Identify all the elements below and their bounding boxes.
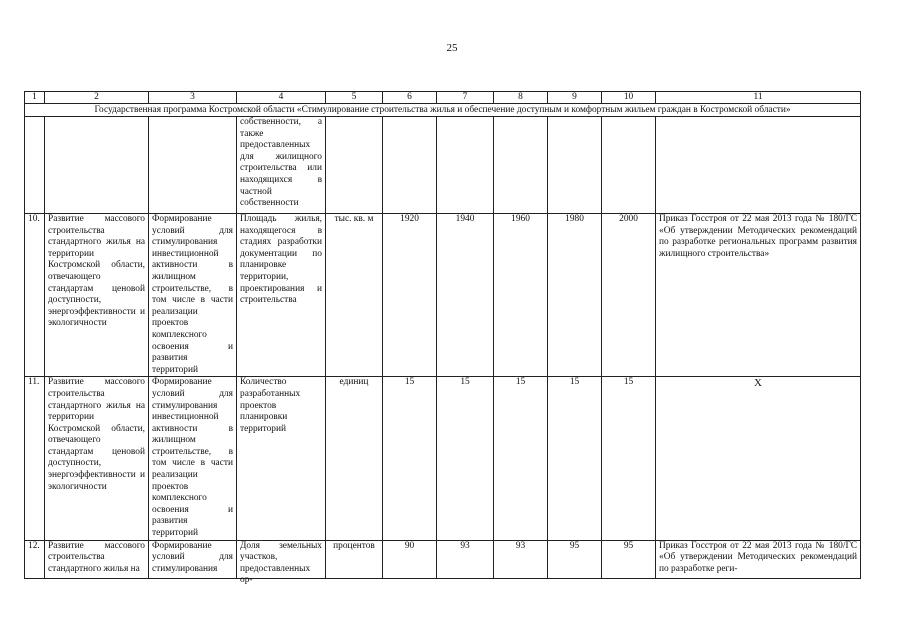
unit-cell: процентов: [326, 540, 383, 578]
continuation-row: [25, 117, 861, 214]
task-cell: Развитие массового строительства стандартного жилья на: [45, 540, 149, 578]
column-number: 6: [383, 92, 437, 104]
value-cell: 1960: [494, 214, 548, 377]
column-number: 8: [494, 92, 548, 104]
task-cell: Развитие массового строительства стандартного жилья на территории Костромской области, отвечающего стандартам ценовой доступности, энергоэффективности и экологичности: [45, 377, 149, 540]
indicator-cell: Количество разработанных проектов планировки территорий: [237, 377, 326, 540]
value-cell: 15: [494, 377, 548, 540]
column-number: 11: [656, 92, 861, 104]
table-row: [25, 540, 861, 578]
indicator-cell: собственности, а также предоставленных для жилищного строительства или находящихся в частной собственности: [237, 117, 326, 214]
table-row: [25, 377, 861, 540]
event-cell: Формирование условий для стимулирования инвестиционной активности в жилищном строительстве, в том числе в части реализации проектов комплексного освоения и развития территорий: [149, 377, 237, 540]
event-cell: Формирование условий для стимулирования инвестиционной активности в жилищном строительстве, в том числе в части реализации проектов комплексного освоения и развития территорий: [149, 214, 237, 377]
table-row: [25, 214, 861, 377]
basis-cell: X: [656, 377, 861, 540]
column-number: 2: [45, 92, 149, 104]
value-cell: 95: [548, 540, 602, 578]
indicator-cell: Площадь жилья, находящегося в стадиях разработки документации по планировке территории, проектирования и строительства: [237, 214, 326, 377]
program-title-row: [25, 104, 861, 117]
row-index: 12.: [25, 540, 45, 578]
column-number: 3: [149, 92, 237, 104]
indicators-table: [24, 91, 861, 586]
value-cell: 15: [548, 377, 602, 540]
value-cell: 15: [437, 377, 494, 540]
value-cell: 15: [383, 377, 437, 540]
indicator-cell: Доля земельных участков, предоставленных ор-: [237, 540, 326, 578]
value-cell: 1980: [548, 214, 602, 377]
event-cell: Формирование условий для стимулирования: [149, 540, 237, 578]
basis-cell: Приказ Госстроя от 22 мая 2013 года № 180/ГС «Об утверждении Методических рекомендаций по разработке реги-: [656, 540, 861, 578]
column-number: 10: [602, 92, 656, 104]
task-cell: Развитие массового строительства стандартного жилья на территории Костромской области, отвечающего стандартам ценовой доступности, энергоэффективности и экологичности: [45, 214, 149, 377]
column-numbers-row: [25, 92, 861, 104]
basis-cell: Приказ Госстроя от 22 мая 2013 года № 180/ГС «Об утверждении Методических рекомендаций по разработке региональных программ развития жилищного строительства»: [656, 214, 861, 377]
column-number: 4: [237, 92, 326, 104]
unit-cell: тыс. кв. м: [326, 214, 383, 377]
value-cell: 90: [383, 540, 437, 578]
program-title: Государственная программа Костромской области «Стимулирование строительства жилья и обеспечение доступным и комфортным жильем граждан в Костромской области»: [25, 104, 861, 117]
value-cell: 2000: [602, 214, 656, 377]
column-number: 9: [548, 92, 602, 104]
column-number: 5: [326, 92, 383, 104]
unit-cell: единиц: [326, 377, 383, 540]
value-cell: 1940: [437, 214, 494, 377]
row-index: 11.: [25, 377, 45, 540]
value-cell: 93: [437, 540, 494, 578]
value-cell: 95: [602, 540, 656, 578]
column-number: 1: [25, 92, 45, 104]
page-number: 25: [446, 42, 458, 54]
value-cell: 1920: [383, 214, 437, 377]
value-cell: 15: [602, 377, 656, 540]
row-index: 10.: [25, 214, 45, 377]
value-cell: 93: [494, 540, 548, 578]
column-number: 7: [437, 92, 494, 104]
